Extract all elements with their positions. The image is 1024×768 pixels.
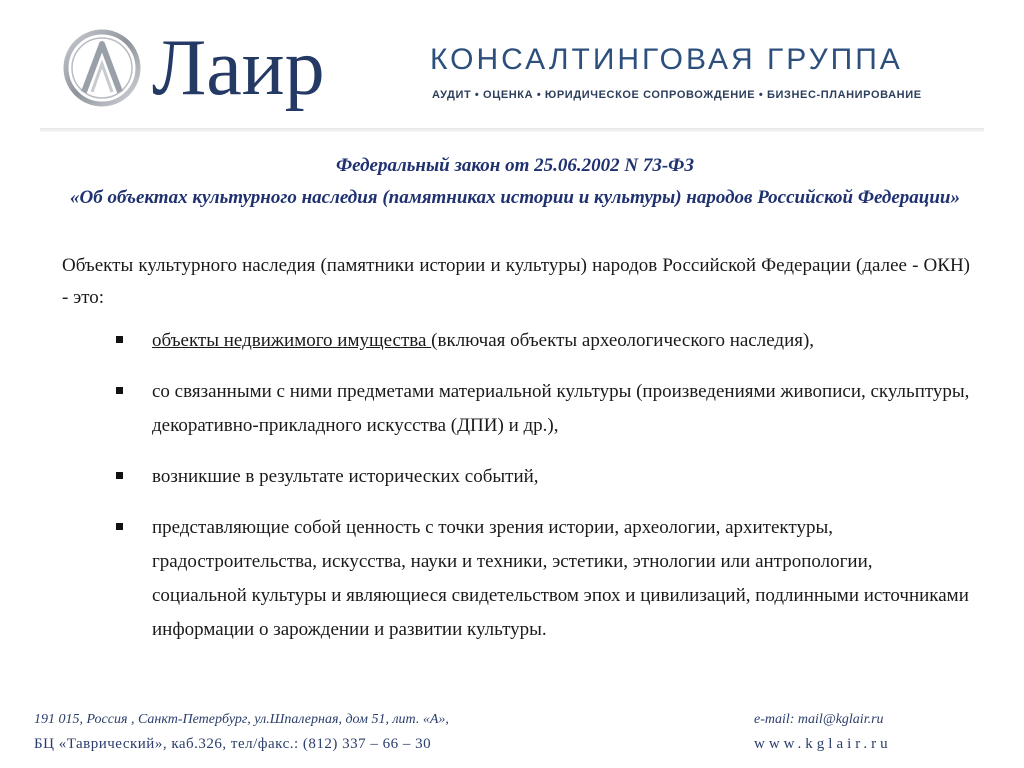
list-item — [110, 511, 970, 647]
logo-wordmark: Лаир — [152, 24, 325, 112]
square-bullet-icon — [116, 523, 123, 530]
law-title-line2: «Об объектах культурного наследия (памятниках истории и культуры) народов Российской Федерации» — [70, 187, 960, 208]
law-title — [60, 150, 970, 214]
company-tagline: АУДИТ • ОЦЕНКА • ЮРИДИЧЕСКОЕ СОПРОВОЖДЕНИЕ • БИЗНЕС-ПЛАНИРОВАНИЕ — [432, 89, 922, 101]
footer-contacts — [754, 708, 994, 756]
email-link[interactable]: e-mail: mail@kglair.ru — [754, 712, 884, 727]
company-name: КОНСАЛТИНГОВАЯ ГРУППА — [430, 43, 903, 76]
list-item-underlined-text: объекты недвижимого имущества — [152, 330, 432, 351]
list-item-text: со связанными с ними предметами материальной культуры (произведениями живописи, скульптуры, декоративно-прикладного искусства (ДПИ) и др.), — [152, 381, 970, 436]
list-item-text: возникшие в результате исторических событий, — [152, 466, 539, 487]
square-bullet-icon — [116, 472, 123, 479]
address-line2: БЦ «Таврический», каб.326, тел/факс.: (812) 337 – 66 – 30 — [34, 736, 432, 752]
square-bullet-icon — [116, 336, 123, 343]
okn-criteria-list — [110, 324, 970, 664]
header — [0, 0, 1024, 130]
list-item — [110, 375, 970, 443]
intro-paragraph: Объекты культурного наследия (памятники истории и культуры) народов Российской Федерации (далее - ОКН) - это: — [62, 255, 970, 308]
list-item — [110, 324, 970, 358]
list-item-text: представляющие собой ценность с точки зрения истории, археологии, архитектуры, градостроительства, искусства, науки и техники, эстетики, этнологии или антропологии, социальной культуры и являющиеся свидетельством эпох и цивилизаций, подлинными источниками информации о зарождении и развитии культуры. — [152, 517, 969, 640]
square-bullet-icon — [116, 387, 123, 394]
footer-address — [34, 708, 634, 756]
lair-logo-emblem-icon — [62, 28, 142, 108]
list-item — [110, 460, 970, 494]
address-line1: 191 015, Россия , Санкт-Петербург, ул.Шпалерная, дом 51, лит. «А», — [34, 712, 449, 727]
list-item-text: (включая объекты археологического наследия), — [431, 330, 815, 351]
header-divider — [40, 128, 984, 132]
website-link[interactable]: www.kglair.ru — [754, 736, 892, 752]
law-title-line1: Федеральный закон от 25.06.2002 N 73-ФЗ — [336, 155, 694, 176]
